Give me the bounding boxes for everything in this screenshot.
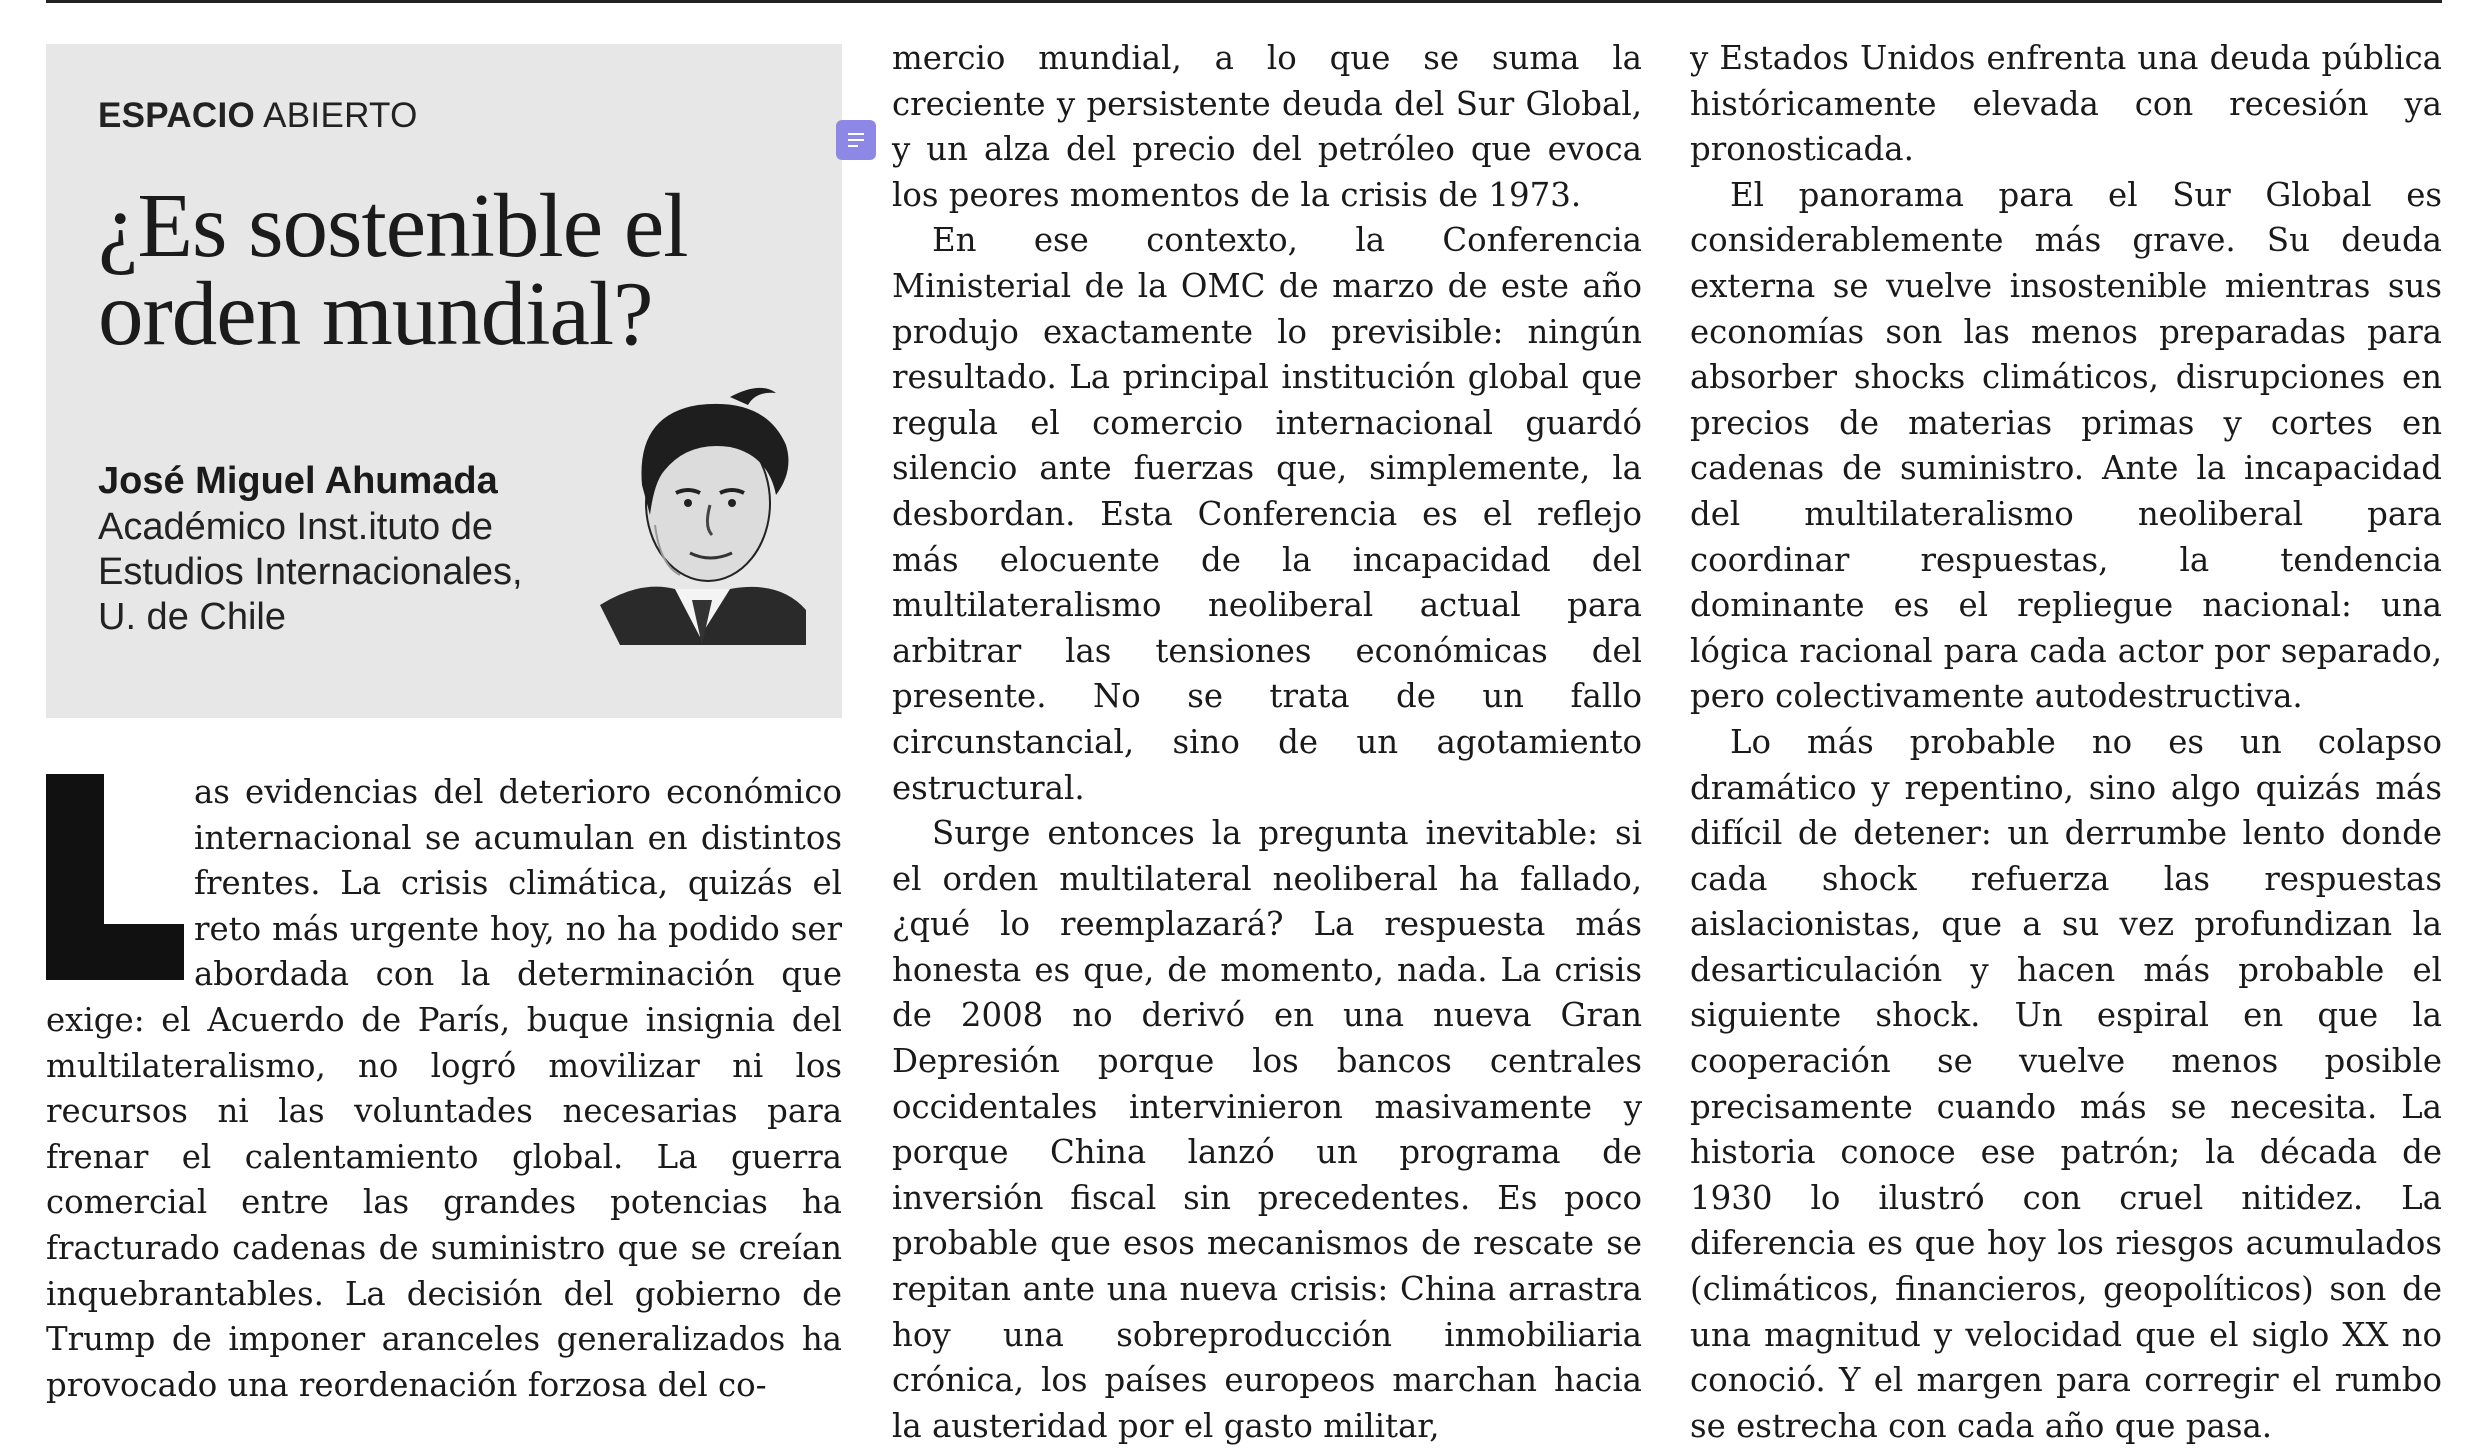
author-role-line-2: Estudios Internacionales,	[98, 551, 523, 593]
drop-cap-letter	[46, 774, 47, 775]
paragraph-4: El panorama para el Sur Global es considerablemente más grave. Su deuda externa se vuelve insostenible mientras sus economías son las menos preparadas para absorber shocks climáticos, disrupciones en precios de materias primas y cortes en cadenas de suministro. Ante la incapacidad del multilateralismo neoliberal para coordinar respuestas, la tendencia dominante es el repliegue nacional: una lógica racional para cada actor por separado, pero colectivamente autodestructiva.	[1690, 175, 2442, 716]
author-role	[98, 505, 618, 640]
paragraph-3-part-1: Surge entonces la pregunta inevitable: si el orden multilateral neoliberal ha fallado, ¿qué lo reemplazará? La respuesta más honesta es que, de momento, nada. La crisis de 2008 no derivó en una nueva Gran Depresión porque los bancos centrales occidentales intervinieron masivamente y porque China lanzó un programa de inversión fiscal sin precedentes. Es poco probable que esos mecanismos de rescate se repitan ante una nueva crisis: China arrastra hoy una sobreproducción inmobiliaria crónica, los países europeos marchan hacia la austeridad por el gasto militar,	[892, 814, 1642, 1445]
paragraph-5: Lo más probable no es un colapso dramático y repentino, sino algo quizás más difícil de detener: un derrumbe lento donde cada shock refuerza las respuestas aislacionistas, que a su vez profundizan la desarticulación y hacen más probable el siguiente shock. Un espiral en que la cooperación se vuelve menos posible precisamente cuando más se necesita. La historia conoce ese patrón; la década de 1930 lo ilustró con cruel nitidez. La diferencia es que hoy los riesgos acumulados (climáticos, financieros, geopolíticos) son de una magnitud y velocidad que el siglo XX no conoció. Y el margen para corregir el rumbo se estrecha con cada año que pasa.	[1690, 722, 2442, 1445]
column-2	[892, 36, 1642, 1449]
author-portrait	[580, 375, 812, 645]
paragraph-1-part-1: as evidencias del deterioro económico internacional se acumulan en distintos frentes. La crisis climática, quizás el reto más urgente hoy, no ha podido ser abordada con la determinación que exige: el Acuerdo de París, buque insignia del multilateralismo, no logró movilizar ni los recursos ni las voluntades necesarias para frenar el calentamiento global. La guerra comercial entre las grandes potencias ha fracturado cadenas de suministro que se creían inquebrantables. La decisión del gobierno de Trump de imponer aranceles generalizados ha provocado una reordenación forzosa del co-	[46, 773, 842, 1404]
kicker-light: ABIERTO	[263, 96, 418, 135]
section-kicker	[98, 96, 418, 136]
top-rule	[46, 0, 2442, 3]
paragraph-1-part-2: mercio mundial, a lo que se suma la creciente y persistente deuda del Sur Global, y un alza del precio del petróleo que evoca los peores momentos de la crisis de 1973.	[892, 39, 1642, 214]
drop-cap	[46, 774, 184, 980]
column-3	[1690, 36, 2442, 1449]
sticky-note-icon[interactable]	[836, 120, 876, 160]
paragraph-2: En ese contexto, la Conferencia Ministerial de la OMC de marzo de este año produjo exactamente lo previsible: ningún resultado. La principal institución global que regula el comercio internacional guardó silencio ante fuerzas que, simplemente, la desbordan. Esta Conferencia es el reflejo más elocuente de la incapacidad del multilateralismo neoliberal actual para arbitrar las tensiones económicas del presente. No se trata de un fallo circunstancial, sino de un agotamiento estructural.	[892, 221, 1642, 807]
column-1	[46, 770, 842, 1408]
headline	[98, 175, 818, 364]
author-name: José Miguel Ahumada	[98, 460, 498, 502]
author-role-line-3: U. de Chile	[98, 596, 286, 638]
paragraph-3-part-2: y Estados Unidos enfrenta una deuda pública históricamente elevada con recesión ya pronosticada.	[1690, 39, 2442, 169]
kicker-bold: ESPACIO	[98, 96, 256, 135]
headline-line-2: orden mundial?	[98, 263, 653, 364]
author-role-line-1: Académico Inst.ituto de	[98, 506, 493, 548]
headline-line-1: ¿Es sostenible el	[98, 175, 688, 276]
